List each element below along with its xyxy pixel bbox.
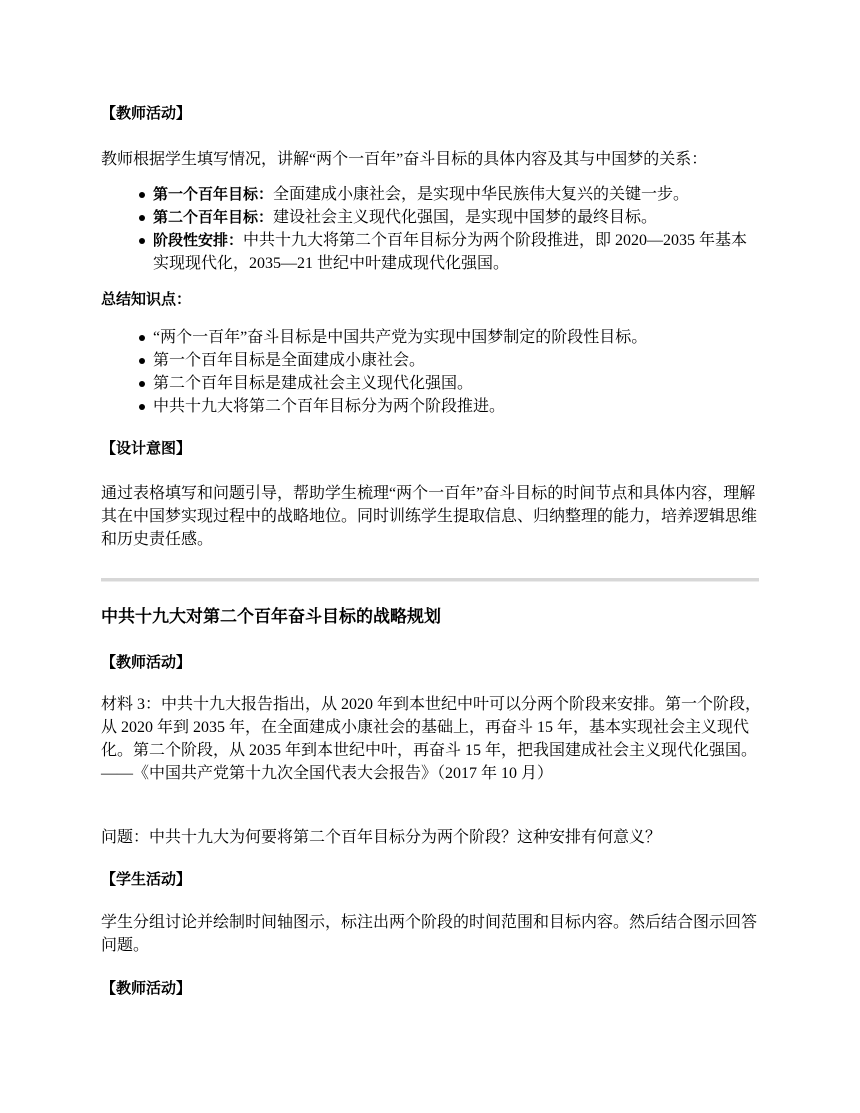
teacher-activity-heading-2: 【教师活动】 [101,653,192,671]
list-item: “两个一百年”奋斗目标是中国共产党为实现中国梦制定的阶段性目标。 [153,326,761,349]
horizontal-divider [101,578,759,582]
list-item: 阶段性安排：中共十九大将第二个百年目标分为两个阶段推进，即 2020—2035 年基本实现现代化，2035—21 世纪中叶建成现代化强国。 [153,229,761,275]
design-intent-paragraph: 通过表格填写和问题引导，帮助学生梳理“两个一百年”奋斗目标的时间节点和具体内容，理解其在中国梦实现过程中的战略地位。同时训练学生提取信息、归纳整理的能力，培养逻辑思维和历史责任感。 [101,485,758,548]
material-3-source: ——《中国共产党第十九次全国代表大会报告》（2017 年 10 月） [101,765,554,782]
teacher-explanation-paragraph: 教师根据学生填写情况，讲解“两个一百年”奋斗目标的具体内容及其与中国梦的关系： [101,151,708,168]
student-activity-paragraph: 学生分组讨论并绘制时间轴图示，标注出两个阶段的时间范围和目标内容。然后结合图示回答问题。 [101,914,758,954]
question-paragraph: 问题：中共十九大为何要将第二个百年目标分为两个阶段？这种安排有何意义？ [101,829,662,846]
student-activity-heading: 【学生活动】 [101,870,192,888]
material-3-paragraph: 材料 3：中共十九大报告指出，从 2020 年到本世纪中叶可以分两个阶段来安排。第一个阶段，从 2020 年到 2035 年，在全面建成小康社会的基础上，再奋斗 15 年，基本实现社会主义现代化。第二个阶段，从 2035 年到本世纪中叶，再奋斗 15 年，把我国建成社会主义现代化强国。 ——《中国共产党第十九次全国代表大会报告》（2017 年 10 月） [101,693,761,785]
summary-heading: 总结知识点： [101,290,192,308]
teacher-activity-heading-3: 【教师活动】 [101,979,192,997]
section-title: 中共十九大对第二个百年奋斗目标的战略规划 [101,607,441,627]
list-item: 第一个百年目标是全面建成小康社会。 [153,349,761,372]
design-intent-heading: 【设计意图】 [101,439,192,457]
goals-list [101,183,761,275]
list-item: 中共十九大将第二个百年目标分为两个阶段推进。 [153,395,761,418]
summary-list [101,326,761,418]
teacher-activity-heading-1: 【教师活动】 [101,104,192,122]
list-item: 第一个百年目标：全面建成小康社会，是实现中华民族伟大复兴的关键一步。 [153,183,761,206]
list-item: 第二个百年目标是建成社会主义现代化强国。 [153,372,761,395]
list-item: 第二个百年目标：建设社会主义现代化强国，是实现中国梦的最终目标。 [153,206,761,229]
